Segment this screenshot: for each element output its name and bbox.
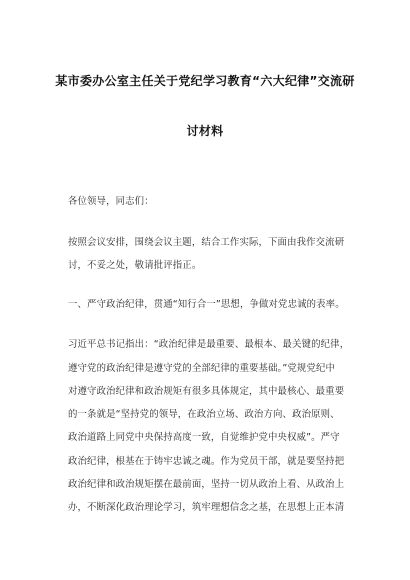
document-title-line-1: 某市委办公室主任关于党纪学习教育“六大纪律”交流研	[55, 74, 355, 88]
paragraph-2-line-6: 政治纪律，根基在于铸牢忠诚之魂。作为党员干部，就是要坚持把	[68, 456, 345, 467]
paragraph-2-line-1: 习近平总书记指出：“政治纪律是最重要、最根本、最关键的纪律，	[68, 339, 350, 350]
section-heading-1: 一、严守政治纪律，贯通“知行合一”思想，争做对党忠诚的表率。	[68, 299, 345, 310]
paragraph-1-line-2: 讨，不妥之处，敬请批评指正。	[68, 260, 202, 271]
paragraph-2-line-4: 的一条就是“坚持党的领导，在政治立场、政治方向、政治原则、	[68, 409, 340, 420]
paragraph-2-line-2: 遵守党的政治纪律是遵守党的全部纪律的重要基础。”党规党纪中	[68, 363, 336, 374]
paragraph-2-line-3: 对遵守政治纪律和政治规矩有很多具体规定，其中最核心、最重要	[68, 386, 345, 397]
paragraph-1-line-1: 按照会议安排，围绕会议主题，结合工作实际，下面由我作交流研	[68, 237, 345, 248]
paragraph-2-line-8: 办，不断深化政治理论学习，筑牢理想信念之基，在思想上正本清	[68, 502, 345, 513]
paragraph-2-line-7: 政治纪律和政治规矩摆在最前面，坚持一切从政治上看、从政治上	[68, 479, 345, 490]
paragraph-2-line-5: 政治道路上同党中央保持高度一致，自觉维护党中央权威”。严守	[68, 432, 340, 443]
document-title-line-2: 讨材料	[186, 124, 224, 138]
salutation: 各位领导，同志们：	[68, 196, 154, 207]
